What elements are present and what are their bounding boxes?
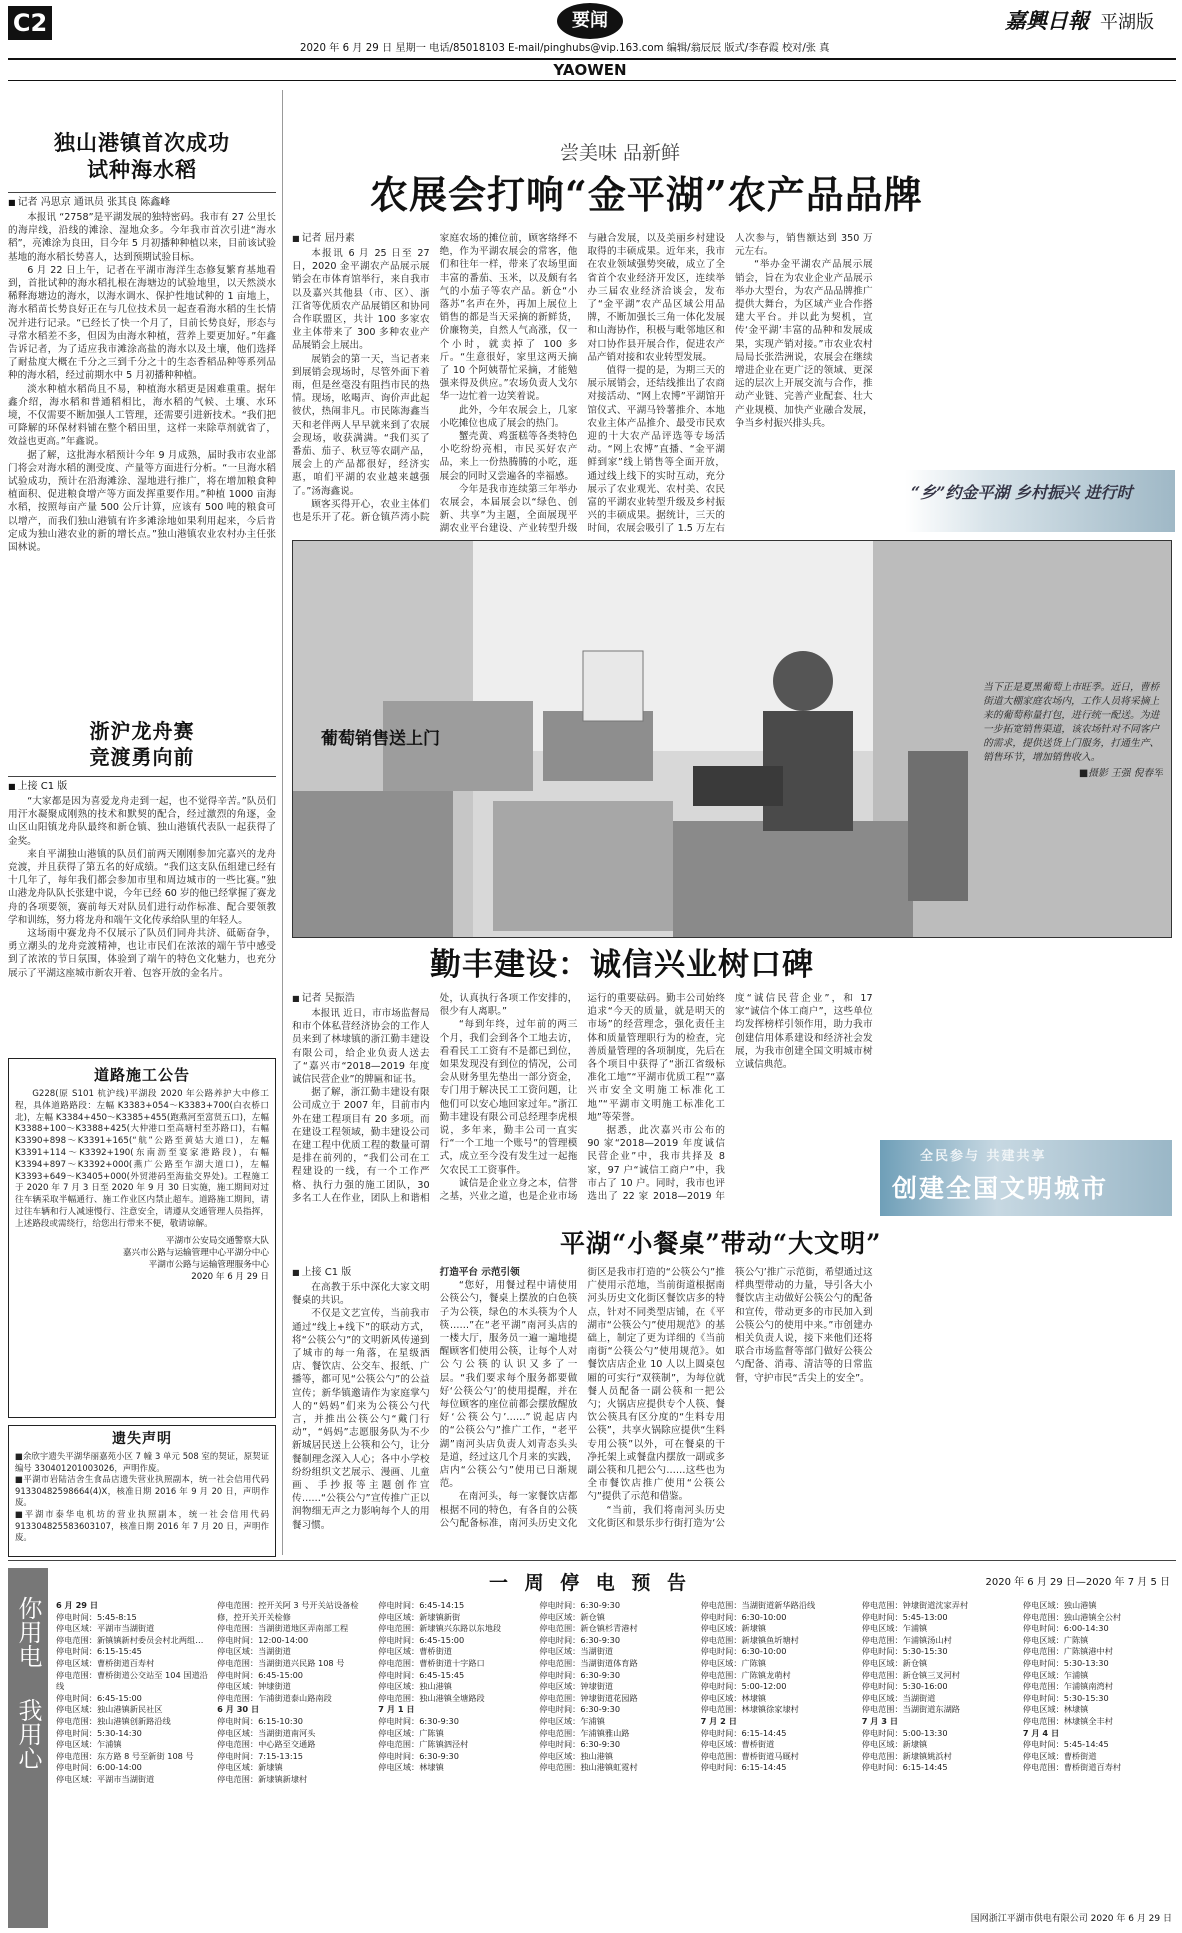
schedule-column: 停电时间：6:45-14:15 停电区域：新埭镇新街 停电范围：新埭镇兴东路以东地段 停电时间：6:45-15:00 停电区域：曹桥街道 停电范围：曹桥街道十字路口 停电时间：6:45-15:45 停电区域：独山港镇 停电范围：独山港镇全塘路段 7 月 1 日 停电时间：6:30-9:30 停电区域：广陈镇 停电范围：广陈镇泗泾村 停电时间：6:30-9:30 停电区域：林埭镇 (378, 1600, 502, 1773)
section-pinyin: YAOWEN (553, 61, 627, 79)
schedule-column: 停电范围：钟埭街道沈家弄村 停电时间：5:45-13:00 停电区域：乍浦镇 停电范围：乍浦镇汤山村 停电时间：5:30-15:30 停电区域：新仓镇 停电范围：新仓镇三叉河村 停电时间：5:30-16:00 停电区域：当湖街道 停电范围：当湖街道东湖路 7 月 3 日 停电时间：5:00-13:30 停电区域：新埭镇 停电范围：新埭镇姚浜村 停电时间：6:15-14:45 (861, 1600, 969, 1773)
byline: ■ 记者 屈丹素 (292, 232, 430, 245)
main-article-body: ■ 记者 屈丹素 本报讯 6 月 25 日至 27 日，2020 金平湖农产品展示展销会在市体育馆举行，来自我市以及嘉兴其他县（市、区）、浙江省等优质农产品展销区和协同合作联盟区，共计 100 多家农业主体带来了 300 多种农业产品展销会上展出。 展销会的第一天，当记者来到展销会现场时，尽管外面下着雨，但是丝毫没有阻挡市民的热情。现场，吆喝声、询价声此起彼伏，热闹非凡。市民陈海鑫当天和老伴两人早早就来到了农展会现场，收获满满。“我们买了番茄、茄子、秋豆等农副产品，展会上的产品都很好，经济实惠，咱们平湖的农业越来越强了。”汤海鑫说。 顾客买得开心，农业主体们也是乐开了花。新仓镇芦湾小院家庭农场的摊位前，顾客络绎不绝，作为平湖农展会的常客，他们和往年一样，带来了农场里面丰富的番茄、玉米，以及颇有名气的小茄子等农产品。新仓“小落苏”名声在外，再加上展位上销售的都是当天采摘的新鲜货，价廉物美，自然人气高涨，仅一个小时，就卖掉了 100 多斤。“生意很好，家里这两天摘了 10 个阿姨帮忙采摘，才能勉强来得及供应。”农场负责人戈尔华一边忙着一边笑着说。 此外，今年农展会上，几家小吃摊位也成了展会的热门。 蟹壳黄、鸡蛋糕等各类特色小吃纷纷亮相，市民买好农产品，来上一份热腾腾的小吃，逛展会的同时又尝遍各的幸福感。 今年是我市连续第三年举办农展会，本届展会以“绿色、创新、共享”为主题，全面展现平湖农业平台建设、产业转型升级与融合发展，以及美丽乡村建设取得的丰硕成果。近年来，我市在农业领域强势突破，成立了全省首个农业经济开发区，连续举办三届农业经济洽谈会，发布了“金平湖”农产品区域公用品牌，不断加强长三角一体化发展和山海协作，积极与毗邻地区和对口协作县开展合作，促进农产品产销对接和农业转型发展。 值得一提的是，为期三天的展示展销会，还结线推出了农商对接活动、“网上农博”平湖馆开馆仪式、平湖马铃薯推介、本地农业主体产品推介、最受市民欢迎的十大农产品评选等专场活动。“网上农博”直播、“金平湖鲜到家”线上销售等全面开放，通过线上线下的实时互动，充分展示了农业观光、农村美、农民富的平湖农业转型升级及乡村振兴的丰硕成果。据统计，三天的时间，农展会吸引了 1.5 万左右人次参与，销售额达到 350 万元左右。 “举办金平湖农产品展示展销会，旨在为农业企业产品展示举办大型台，为农产品品牌推广提供大舞台，为区域产业合作搭建大平台。并以此为契机，宣传‘金平湖’丰富的品种和发展成果，实现产销对接。”市农业农村局局长张浩洲说，农展会在继续增进企业在更广泛的领域、更深远的层次上开展交流与合作，推动产业链、完善产业配套、壮大产业规模、加快产业融合发展，争当乡村振兴排头兵。 (292, 232, 1172, 536)
column-divider (282, 90, 283, 1555)
left-article-haishuidao (8, 130, 276, 710)
photo-caption: 当下正是夏黑葡萄上市旺季。近日，曹桥街道大棚家庭农场内，工作人员将采摘上来的葡萄称量打包，进行统一配送。为进一步拓宽销售渠道，该农场针对不同客户的需求，提供送货上门服务，打通生产、销售环节，增加销售收入。 ■摄影 王强 倪春军 (983, 682, 1163, 779)
slogan-line-1: 你用电 (14, 1596, 42, 1668)
photo-label: 葡萄销售送上门 (321, 729, 440, 749)
masthead-info: 2020 年 6 月 29 日 星期一 电话/85018103 E-mail/pinghubs@vip.163.com 编辑/翁辰辰 版式/李春霞 校对/张 真 (300, 43, 830, 54)
notice-body: G228(原 S101 杭沪线)平湖段 2020 年公路养护大中修工程，具体道路路段：左幅 K3383+054～K3383+700(白衣桥口北)，左幅 K3384+450～K3385+455(跑燕河至富贤五口)，左幅 K3388+100～K3388+425(大仲港口至高塘村至苏路口)，右幅 K3390+898～K3391+165(“航”公路至黄姑大道口)，左幅 K3391+114～K3392+190(东南沥至宴家港路段)，右幅 K3394+897～K3392+000(燕广公路至乍湖大道口)，左幅 K3393+649～K3405+000(外贸港码至海盐交界处)。工程施工于 2020 年 7 月 3 日至 2020 年 9 月 30 日实施，施工期间对过往车辆采取半幅通行、施工作业区内禁止超车。道路施工期间，请过往车辆和行人减速慢行、注意安全，请遵从交通管理人员指挥，上述路段或需绕行，给您出行带来不便，敬请谅解。 (15, 1089, 269, 1229)
grape-photo (292, 540, 1172, 938)
canzhuo-headline: 平湖“小餐桌”带动“大文明” (560, 1229, 882, 1258)
lost-title: 遗失声明 (112, 1431, 172, 1447)
slogan-line-2: 我用心 (14, 1698, 42, 1770)
power-title: 一 周 停 电 预 告 (488, 1572, 692, 1594)
schedule-column: 停电范围：当湖街道新华路沿线 停电时间：6:30-10:00 停电区域：新埭镇 停电范围：新埭镇鱼圻塘村 停电时间：6:30-10:00 停电区域：广陈镇 停电范围：广陈镇龙萌村 停电时间：5:00-12:00 停电区域：林埭镇 停电范围：林埭镇徐家埭村 7 月 2 日 停电时间：6:15-14:45 停电区域：曹桥街道 停电范围：曹桥街道马厩村 停电时间：6:15-14:45 (700, 1600, 816, 1773)
power-section-rule (8, 1560, 1176, 1561)
power-footer: 国网浙江平湖市供电有限公司 2020 年 6 月 29 日 (970, 1914, 1172, 1924)
main-kicker: 尝美味 品新鲜 (560, 142, 681, 164)
lost-item: ■平湖市岩陆洁舍生食品店遗失营业执照副本，统一社会信用代码 91330482598664(4)X，核准日期 2016 年 9 月 20 日，声明作废。 (15, 1474, 269, 1508)
byline: ■ 记者 吴振浩 (292, 992, 430, 1005)
schedule-column: 6 月 29 日 停电时间：5:45-8:15 停电区域：平湖市当湖街道 停电范围：新镇镇新村委员会村北两组… 停电时间：6:15-15:45 停电区域：曹桥街道百寿村 停电范围：曹桥街道公交站至 104 国道沿线 停电时间：6:45-15:00 停电区域：独山港镇新民社区 停电范围：独山港镇创新路沿线 停电时间：5:30-14:30 停电区域：乍浦镇 停电范围：东方路 8 号至新街 108 号 停电时间：6:00-14:00 停电区域：平湖市当湖街道 (56, 1600, 208, 1784)
xiang-banner (905, 470, 1175, 532)
photo-credit: ■摄影 王强 倪春军 (1078, 768, 1163, 779)
article-body: 本报讯 “2758”是平湖发展的独特密码。我市有 27 公里长的海岸线，沿线的滩涂、湿地众多。今年我市首次引进“海水稻”，亮滩涂为良田，目今年 5 月初播种种植以来，目前该试验基地的海水稻长势喜人，达到预期试验目标。 6 月 22 日上午，记者在平湖市海洋生态修复繁育基地看到，首批试种的海水稻扎根在海塘边的试验地里，以天然淡水稀释海塘边的海水，以海水调水、保护性地试种的 1 亩地上，海水稻苗长势良好正在与几位技术员一起查看海水稻的生长情况并进行记录。“已经长了快一个月了，目前长势良好，形态与寻常水稻差不多，但因为由海水种植，营养上要更加好。”年鑫告诉记者，为了适应我市滩涂高盐的海水以及土壤，他们选择了耐盐度大概在千分之三到千分之十的生态香稻品种等系列品种的海水稻，经过前期水中 5 月初播种种植。 淡水种植水稻尚且不易，种植海水稻更是困难重重。据年鑫介绍，海水稻和普通稻相比，海水稻的气候、土壤、水环境，不仅需要不断加强人工管理，还需要引进新技术。“我们把可降解的环保材料铺在整个稻田里，这样一来除草剂就省了，效益也更高。”年鑫说。 据了解，这批海水稻预计今年 9 月成熟，届时我市农业部门将会对海水稻的测受度、产量等方面进行分析。“一旦海水稻试验成功，预计在沿海滩涂、湿地进行推广，将在增加粮食种植面积、促进粮食增产等方面发挥重要作用。”种植 1000 亩海水稻，按照每亩产量 500 公斤计算，应该有 500 吨的粮食可以增产，而我们独山港镇有许多滩涂地如果利用起来，今后肯定成为独山港农业的新的增长点。”独山港镇农业农村办主任张国林说。 (8, 212, 276, 554)
notice-signature-2: 嘉兴市公路与运输管理中心平湖分中心 (122, 1247, 269, 1258)
lost-item: ■平湖市泰华电机坊的营业执照副本，统一社会信用代码 913304825583603107，核准日期 2016 年 7 月 20 日，声明作废。 (15, 1508, 269, 1543)
main-headline: 农展会打响“金平湖”农产品品牌 (370, 172, 923, 217)
schedule-column: 停电范围：控开关阿 3 号开关站设备检修，控开关开关检修 停电范围：当湖街道地区弄南部工程 停电时间：12:00-14:00 停电区域：当湖街道 停电范围：当湖街道兴民路 108 号 停电时间：6:45-15:00 停电区域：钟埭街道 停电范围：乍浦街道泰山路南段 6 月 30 日 停电时间：6:15-10:30 停电区域：当湖街道南河头 停电范围：中心路至交通路 停电时间：7:15-13:15 停电区域：新埭镇 停电范围：新埭镇新埭村 (217, 1600, 359, 1784)
notice-title: 道路施工公告 (93, 1066, 190, 1084)
qinfeng-article-body: ■ 记者 吴振浩 本报讯 近日，市市场监督局和市个体私营经济协会的工作人员来到了林埭镇的浙江勤丰建设有限公司，给企业负责人送去了“嘉兴市“2018—2019 年度诚信民营企业”的牌匾和证书。 据了解，浙江勤丰建设有限公司成立于 2007 年，目前市内外在建工程项目有 20 多项。而在建设工程领域，勤丰建设公司在建工程中优质工程的数量可谓是排在前列的，“我们公司在工程建设的一线，有一个工作严格、执行力强的施工团队，30 多名工人在作业，团队上和谐相处，认真执行各项工作安排的，很少有人离职。” “每到年终，过年前的两三个月，我们会到各个工地去访，看看民工工资有不是都已到位，如果发现没有到位的情况，公司会从财务里先垫出一部分资金，专门用于解决民工工资问题，让他们可以安心地回家过年。”浙江勤丰建设有限公司总经理李虎根说，多年来，勤丰公司一直实行“一个工地一个账号”的管理模式，成立至今没有发生过一起拖欠农民工工资事件。 诚信是企业立身之本，信誉之基，兴业之道，也是企业市场运行的重要砝码。勤丰公司始终追求“今天的质量，就是明天的市场”的经营理念，强化责任主体和质量管理职行为的检查，完善质量管理的各项制度，先后在各个项目中获得了“浙江省级标准化工地”“平湖市优质工程”“嘉兴市安全文明施工标准化工地”“平湖市文明施工标准化工地”等荣誉。 据悉，此次嘉兴市公布的 90 家“2018—2019 年度诚信民营企业”中，我市共择及 8 家，97 户“诚信工商户”中，我市占了 10 户。同时，我市也评选出了 22 家 2018—2019 年度“诚信民营企业”，和 17 家“诚信个体工商户”，这些单位均发挥榜样引领作用，助力我市创建信用体系建设和经济社会发展，为我市创建全国文明城市树立诚信典范。 (292, 992, 1172, 1212)
headline-line2: 竞渡勇向前 (89, 745, 195, 769)
masthead-rule-2 (8, 80, 1176, 81)
continued-note: ■ 上接 C1 版 (8, 780, 276, 793)
schedule-column: 停电时间：6:30-9:30 停电区域：新仓镇 停电范围：新仓镇杉青港村 停电时间：6:30-9:30 停电区域：当湖街道 停电范围：当湖街道体育路 停电时间：6:30-9:30 停电区域：钟埭街道 停电范围：钟埭街道花园路 停电时间：6:30-9:30 停电区域：乍浦镇 停电范围：乍浦镇雅山路 停电时间：6:30-9:30 停电区域：独山港镇 停电范围：独山港镇虹霓村 (539, 1600, 638, 1773)
banner-text: “乡”约金平湖 乡村振兴 进行时 (911, 483, 1133, 502)
banner-top-text: 全民参与 共建共享 (920, 1149, 1047, 1164)
article-body: “大家都是因为喜爱龙舟走到一起，也不觉得辛苦。”队员们用汗水凝聚成刚熟的技术和默契的配合，经过激烈的角逐，金山区山阳镇龙舟队最终和新仓镇、独山港镇代表队一起获得了金奖。 来自平湖独山港镇的队员们前两天刚刚参加完嘉兴的龙舟竞渡，并且获得了第五名的好成绩。“我们这支队伍组建已经有十几年了，每年我们都会参加市里和周边城市的一些比赛。”独山港龙舟队队长张建中说，今年已经 60 岁的他已经掌握了赛龙舟的各项要领，赛前每天对队员们进行动作标准、配合要领教学和训练，努力将龙舟和端午文化传承给队里的年轻人。 这场雨中赛龙舟不仅展示了队员们同舟共济、砥砺奋争，勇立潮头的龙舟竞渡精神，也让市民们在浓浓的端午节中感受到了浓浓的节日氛围，体验到了端午的特色文化魅力，也充分展示了平湖这座城市新农开着、包容开放的金名片。 (8, 796, 276, 979)
canzhuo-article-body: ■ 上接 C1 版 在高教于乐中深化大家文明餐桌的共识。 不仅是文艺宣传，当前我市通过“线上+线下”的联动方式，将“公筷公勺”的文明新风传递到了城市的每一角落，在星级酒店、餐饮店、公交车、报纸、广播等，都可见“公筷公勺”的公益宣传；新华镇邀请作为家庭掌勺人的“妈妈”们来为公筷公勺代言，并推出公筷公勺“戴门行动”，“妈妈”志愿服务队为不少新城居民送上公筷和公勺，让分餐制理念深入人心；各中小学校纷纷组织文艺展示、漫画、儿童画、手抄报等主题创作宣传……“公筷公勺”宣传推广正以润物细无声之力影响每个人的用餐习惯。 打造平台 示范引领 “您好，用餐过程中请使用公筷公勺，餐桌上摆放的白色筷子为公筷，绿色的木头筷为个人筷……”在“老平湖”南河头店的一楼大厅，服务员一遍一遍地提醒顾客们使用公筷，让每个人对公勺公筷的认识又多了一层。“我们要求每个服务都要做好‘公筷公勺’的使用提醒，并在每位顾客的座位前都会摆放醒放好‘公筷公勺’……”说起店内的“公筷公勺”推广工作，“老平湖”南河头店负责人刘青态头头是道，经过这几个月来的实践，店内“公筷公勺”使用已日渐规范。 在南河头，每一家餐饮店都根据不同的特色，有各自的公筷公勺配备标准，南河头历史文化街区是我市打造的“公筷公勺”推广使用示范地，当前街道根据南河头历史文化街区餐饮店多的特点，针对不同类型店铺，在《平湖市“公筷公勺”使用规范》的基础上，制定了更为详细的《当前南街“公筷公勺”使用规范》。如餐饮店店企业 10 人以上圆桌包厢的可实行“双筷制”，为每位就餐人员配备一副公筷和一把公勺；火锅店应提供专个人筷、餐饮公筷具有区分度的“生料专用公筷”，共享火锅除应提供“生料专用公筷”以外，可在餐桌的干净托架上或餐盘内摆放一副或多副公筷和几把公勺……这些也为全市餐饮店推广使用“公筷公勺”提供了示范和借鉴。 “当前，我们将南河头历史文化街区和景乐步行街打造为‘公筷公勺’推广示范街，希望通过这样典型带动的力量，导引各大小餐饮店主动做好公筷公勺的配备和宣传，带动更多的市民加入到公筷公勺的使用中来。”市创建办相关负责人说，接下来他们还将联合市场监督等部门做好公筷公勺配备、消毒、清洁等的日常监督，守护市民“舌尖上的安全”。 (292, 1266, 1172, 1534)
lost-notice-box (8, 1425, 276, 1557)
paper-name: 嘉興日報 (1005, 8, 1089, 33)
road-notice-box (8, 1058, 276, 1418)
lost-item: ■余欣宇遗失平湖华丽嘉苑小区 7 幢 3 单元 508 室的契证，原契证编号 330401201003026，声明作废。 (15, 1451, 269, 1473)
section-badge: 要闻 (557, 3, 623, 39)
continued-note: ■ 上接 C1 版 (292, 1266, 430, 1279)
notice-signature-1: 平湖市公安局交通警察大队 (165, 1235, 269, 1246)
byline: ■ 记者 冯思京 通讯员 张其良 陈鑫峰 (8, 196, 276, 209)
headline: 浙沪龙舟赛 (89, 719, 195, 743)
page-code-badge: C2 (8, 6, 52, 40)
notice-signature-3: 平湖市公路与运输管理服务中心 (148, 1259, 269, 1270)
headline-line2: 试种海水稻 (87, 158, 197, 182)
headline: 独山港镇首次成功 (54, 131, 230, 155)
schedule-column: 停电区域：独山港镇 停电范围：独山港镇全公村 停电时间：6:00-14:30 停电区域：广陈镇 停电范围：广陈镇港中村 停电时间：5:30-13:30 停电区域：乍浦镇 停电范围：乍浦镇南湾村 停电时间：5:30-15:30 停电区域：林埭镇 停电范围：林埭镇全丰村 7 月 4 日 停电时间：5:45-14:45 停电区域：曹桥街道 停电范围：曹桥街道百寿村 (1022, 1600, 1122, 1773)
power-date-range: 2020 年 6 月 29 日—2020 年 7 月 5 日 (985, 1577, 1170, 1588)
banner-main-text: 创建全国文明城市 (892, 1174, 1109, 1203)
edition-label: 平湖版 (1100, 12, 1154, 33)
left-article-longzhou (8, 718, 276, 1050)
power-vertical-slogan (8, 1568, 48, 1928)
qinfeng-headline: 勤丰建设：诚信兴业树口碑 (430, 947, 814, 983)
notice-date: 2020 年 6 月 29 日 (191, 1271, 269, 1282)
wenming-banner (880, 1140, 1172, 1216)
power-schedule-grid (56, 1600, 1176, 1910)
